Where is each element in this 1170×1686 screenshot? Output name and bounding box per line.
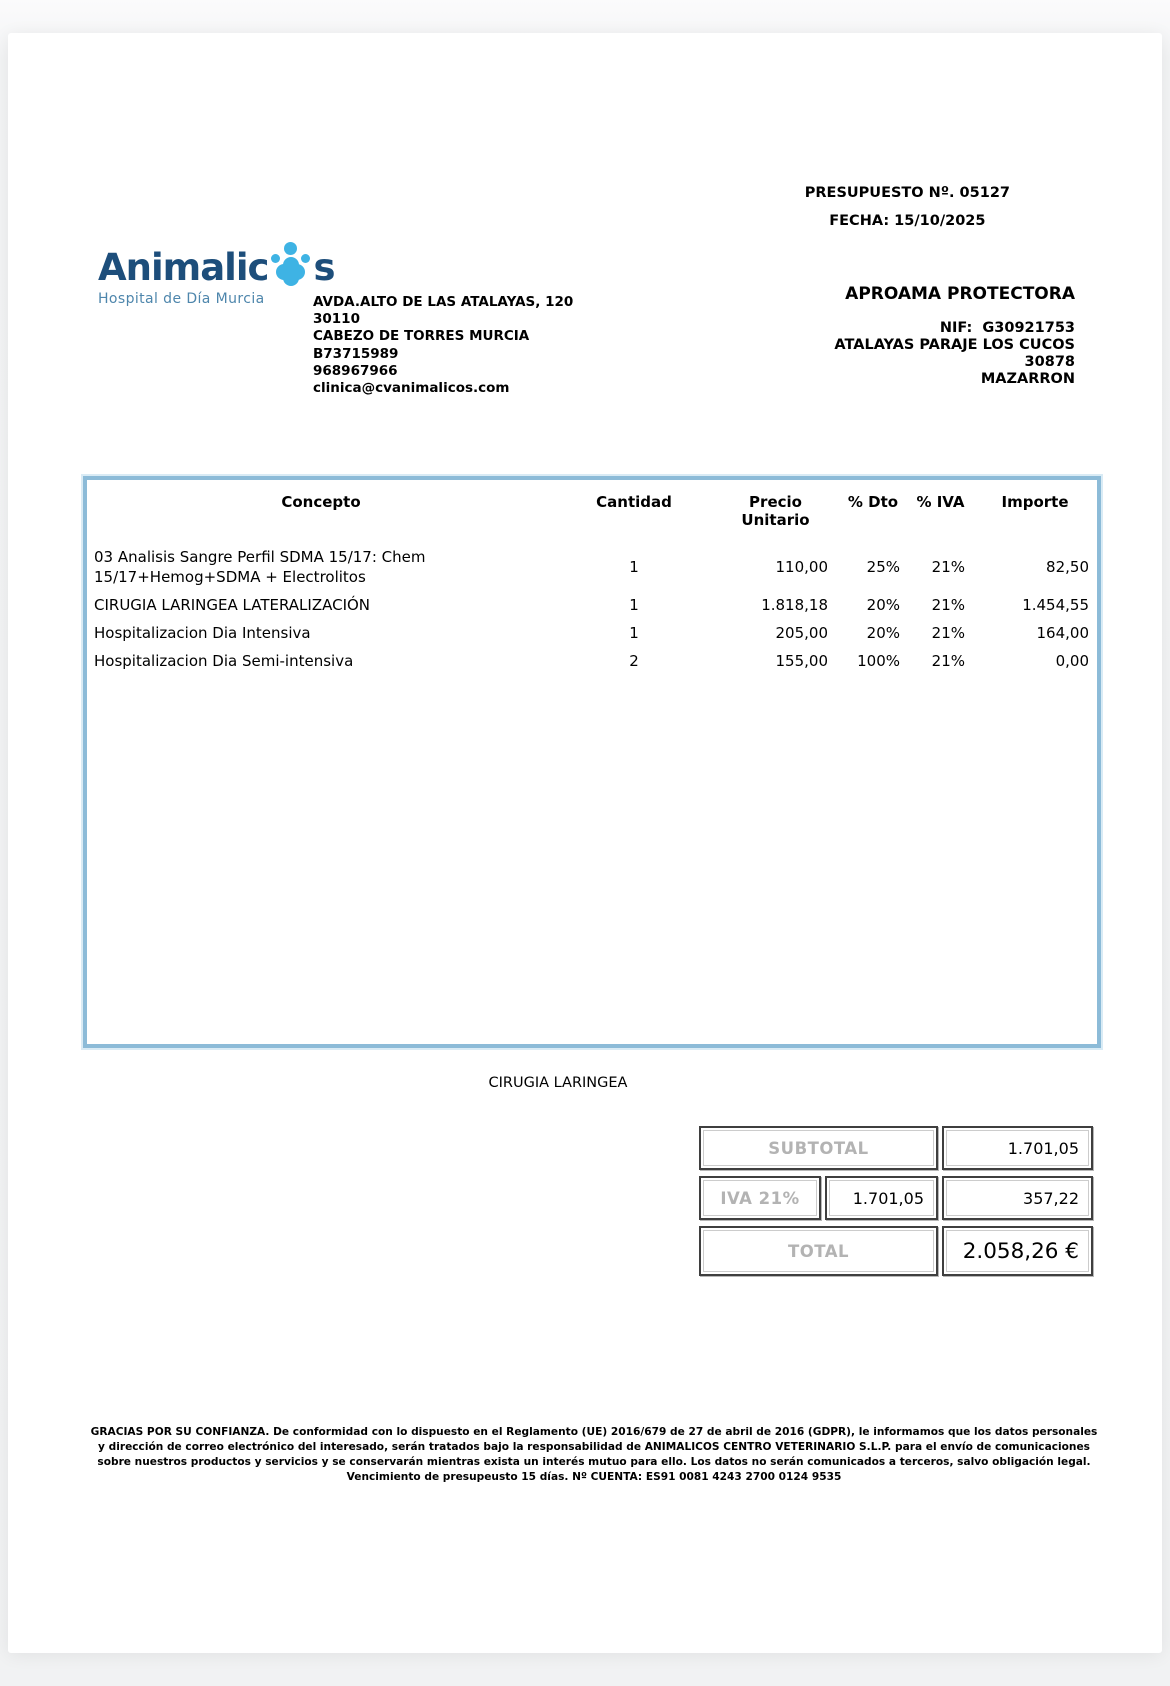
company-cif: B73715989 <box>313 345 399 362</box>
logo-subtitle: Hospital de Día Murcia <box>98 291 265 307</box>
total-row <box>699 1226 1093 1276</box>
header-cantidad: Cantidad <box>596 493 672 511</box>
item-iva: 21% <box>931 652 965 670</box>
company-address-block <box>313 294 573 397</box>
header-dto: % Dto <box>847 493 899 511</box>
company-address-line: AVDA.ALTO DE LAS ATALAYAS, 120 <box>313 294 574 310</box>
total-label: TOTAL <box>699 1226 938 1276</box>
item-importe: 82,50 <box>1046 558 1089 576</box>
surgery-note: CIRUGIA LARINGEA <box>488 1075 628 1091</box>
iva-row <box>699 1176 1093 1220</box>
company-phone: 968967966 <box>313 362 398 379</box>
item-concepto: CIRUGIA LARINGEA LATERALIZACIÓN <box>94 596 371 614</box>
item-iva: 21% <box>931 624 965 642</box>
company-email: clinica@cvanimalicos.com <box>313 380 510 397</box>
item-dto: 20% <box>866 624 900 642</box>
header-concepto: Concepto <box>281 493 361 511</box>
item-cantidad: 1 <box>629 624 639 642</box>
item-dto: 20% <box>866 596 900 614</box>
item-concepto: Hospitalizacion Dia Intensiva <box>94 624 311 642</box>
logo-text-pre: Animalic <box>98 246 269 289</box>
presupuesto-number: PRESUPUESTO Nº. 05127 <box>804 185 1010 201</box>
item-iva: 21% <box>931 558 965 576</box>
header-iva: % IVA <box>916 493 965 511</box>
company-logo <box>98 241 335 307</box>
item-precio-unitario: 1.818,18 <box>761 596 828 614</box>
subtotal-value: 1.701,05 <box>942 1126 1093 1170</box>
item-cantidad: 1 <box>629 596 639 614</box>
item-concepto: Hospitalizacion Dia Semi-intensiva <box>94 652 354 670</box>
item-iva: 21% <box>931 596 965 614</box>
item-importe: 1.454,55 <box>1022 596 1089 614</box>
item-precio-unitario: 155,00 <box>775 652 828 670</box>
iva-base-value: 1.701,05 <box>825 1176 938 1220</box>
table-row <box>87 647 1097 675</box>
item-importe: 0,00 <box>1055 652 1089 670</box>
invoice-page <box>8 33 1162 1653</box>
subtotal-label: SUBTOTAL <box>699 1126 938 1170</box>
client-name: APROAMA PROTECTORA <box>845 284 1075 304</box>
items-table <box>83 476 1101 1048</box>
company-address-line: 30110 <box>313 311 360 328</box>
item-dto: 100% <box>857 652 900 670</box>
item-precio-unitario: 110,00 <box>775 558 828 576</box>
items-header-row <box>87 480 1097 543</box>
header-precio-unitario: Precio Unitario <box>741 493 810 529</box>
company-address-line: CABEZO DE TORRES MURCIA <box>313 328 530 345</box>
logo-wordmark <box>98 241 335 288</box>
document-date: FECHA: 15/10/2025 <box>829 213 986 229</box>
paw-icon <box>269 241 312 288</box>
item-concepto: 03 Analisis Sangre Perfil SDMA 15/17: Chem 15/17+Hemog+SDMA + Electrolitos <box>94 548 426 586</box>
item-precio-unitario: 205,00 <box>775 624 828 642</box>
subtotal-row <box>699 1126 1093 1170</box>
client-block <box>834 284 1075 388</box>
client-nif: NIF: G30921753 <box>939 320 1075 336</box>
item-dto: 25% <box>866 558 900 576</box>
footer-legal-text: GRACIAS POR SU CONFIANZA. De conformidad con lo dispuesto en el Reglamento (UE) 2016/679 de 27 de abril de 2016 (GDPR), le informamos que los datos personales y dirección de correo electrónico del interesado, serán tratados bajo la responsabilidad de ANIMALICOS CENTRO VETERINARIO S.L.P. para el envío de comunicaciones sobre nuestros productos y servicios y se conservarán mientras exista un interés mutuo para ello. Los datos no serán comunicados a terceros, salvo obligación legal. Vencimiento de presupeusto 15 días. Nº CUENTA: ES91 0081 4243 2700 0124 9535 <box>90 1426 1098 1483</box>
total-value: 2.058,26 € <box>942 1226 1093 1276</box>
document-header <box>805 185 1010 229</box>
totals-table <box>699 1126 1093 1276</box>
logo-text-post: s <box>313 246 335 289</box>
client-address: ATALAYAS PARAJE LOS CUCOS <box>834 337 1075 353</box>
header-importe: Importe <box>1001 493 1069 511</box>
table-row <box>87 591 1097 619</box>
table-row <box>87 619 1097 647</box>
table-row <box>87 543 1097 591</box>
iva-label: IVA 21% <box>699 1176 821 1220</box>
client-postal-code: 30878 <box>1024 354 1075 370</box>
client-city: MAZARRON <box>980 371 1075 387</box>
iva-amount-value: 357,22 <box>942 1176 1093 1220</box>
item-cantidad: 2 <box>629 652 639 670</box>
item-importe: 164,00 <box>1036 624 1089 642</box>
item-cantidad: 1 <box>629 558 639 576</box>
